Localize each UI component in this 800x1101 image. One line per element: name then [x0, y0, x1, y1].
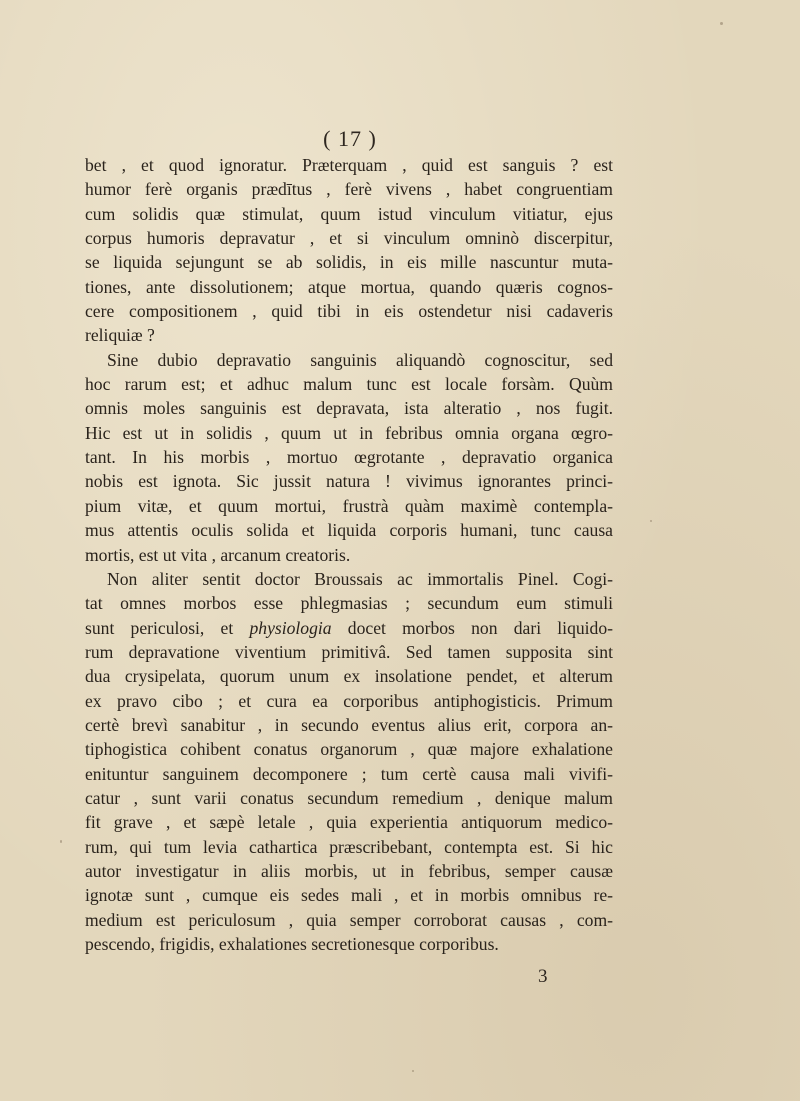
- page-number: ( 17 ): [323, 126, 377, 151]
- signature-mark: 3: [538, 966, 548, 987]
- text-line: se liquida sejungunt se ab solidis, in eis mille nascuntur muta-: [85, 252, 613, 273]
- text-line: cere compositionem , quid tibi in eis ostendetur nisi cadaveris: [85, 301, 613, 322]
- text-line: ignotæ sunt , cumque eis sedes mali , et in morbis omnibus re-: [85, 885, 613, 906]
- text-line: rum depravatione viventium primitivâ. Sed tamen supposita sint: [85, 641, 613, 662]
- text-line: humor ferè organis prædītus , ferè vivens , habet congruentiam: [85, 179, 613, 200]
- paper-speck: [412, 1070, 414, 1072]
- text-line: tiones, ante dissolutionem; atque mortua, quando quæris cognos-: [85, 276, 613, 297]
- paper-speck: [60, 840, 62, 843]
- text-line: tat omnes morbos esse phlegmasias ; secundum eum stimuli: [85, 593, 613, 614]
- text-line: certè brevì sanabitur , in secundo eventus alius erit, corpora an-: [85, 714, 613, 735]
- paper-speck: [720, 22, 723, 25]
- text-line: autor investigatur in aliis morbis, ut in febribus, semper causæ: [85, 860, 613, 881]
- italic-term: physiologia: [249, 617, 332, 638]
- text-line: fit grave , et sæpè letale , quia experientia antiquorum medico-: [85, 812, 613, 833]
- text-line: reliquiæ ?: [85, 325, 155, 346]
- text-line: pescendo, frigidis, exhalationes secretionesque corporibus.: [85, 934, 499, 954]
- text-line: mus attentis oculis solida et liquida corporis humani, tunc causa: [85, 520, 613, 541]
- text-line: Hic est ut in solidis , quum ut in febribus omnia organa œgro-: [85, 422, 613, 443]
- text-line: dua crysipelata, quorum unum ex insolatione pendet, et alterum: [85, 666, 613, 687]
- text-line: sunt periculosi, et physiologia docet morbos non dari liquido-: [85, 617, 614, 638]
- text-line: cum solidis quæ stimulat, quum istud vinculum vitiatur, ejus: [85, 203, 613, 224]
- text-line: enituntur sanguinem decomponere ; tum certè causa mali vivifi-: [85, 763, 613, 784]
- text-line: medium est periculosum , quia semper corroborat causas , com-: [85, 909, 613, 930]
- body-text: [85, 153, 613, 956]
- text-line: tiphogistica cohibent conatus organorum , quæ majore exhalatione: [85, 739, 613, 760]
- paragraph-first-line: Non aliter sentit doctor Broussais ac immortalis Pinel. Cogi-: [107, 568, 613, 589]
- paper-speck: [650, 520, 652, 522]
- text-line: nobis est ignota. Sic jussit natura ! vivimus ignorantes princi-: [85, 471, 613, 492]
- text-line: ex pravo cibo ; et cura ea corporibus antiphogisticis. Primum: [85, 690, 613, 711]
- text-line: hoc rarum est; et adhuc malum tunc est locale forsàm. Quùm: [85, 374, 613, 395]
- text-line: catur , sunt varii conatus secundum remedium , denique malum: [85, 787, 613, 808]
- text-line: corpus humoris depravatur , et si vinculum omninò discerpitur,: [85, 228, 613, 249]
- text-line: omnis moles sanguinis est depravata, ista alteratio , nos fugit.: [85, 398, 613, 419]
- text-line: bet , et quod ignoratur. Præterquam , quid est sanguis ? est: [85, 155, 613, 175]
- paragraph-first-line: Sine dubio depravatio sanguinis aliquandò cognoscitur, sed: [107, 349, 613, 370]
- text-line: rum, qui tum levia cathartica præscribebant, contempta est. Si hic: [85, 836, 613, 857]
- text-line: pium vitæ, et quum mortui, frustrà quàm maximè contempla-: [85, 495, 613, 516]
- text-line: mortis, est ut vita , arcanum creatoris.: [85, 544, 351, 565]
- text-line: tant. In his morbis , mortuo œgrotante , depravatio organica: [85, 447, 613, 468]
